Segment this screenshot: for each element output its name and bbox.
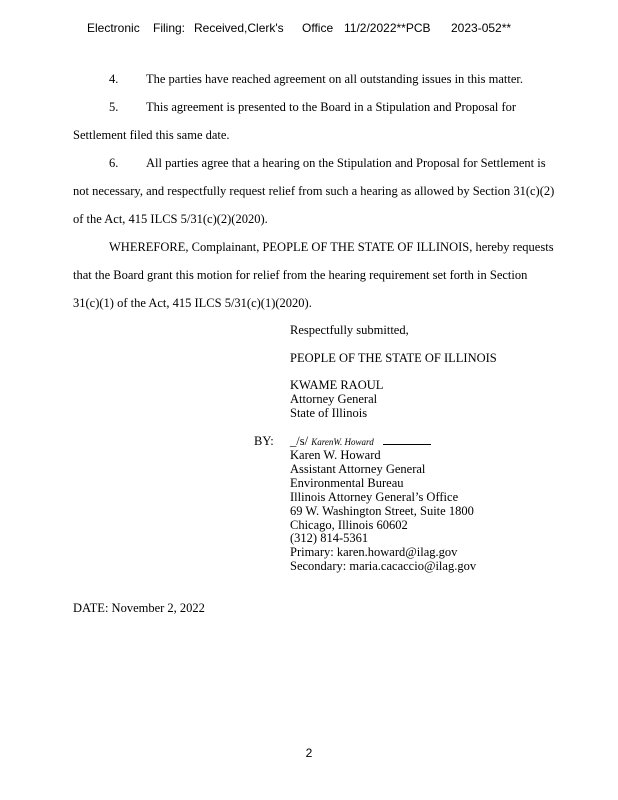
signer-phone: (312) 814-5361 [290, 531, 369, 545]
signer-primary-email: Primary: karen.howard@ilag.gov [290, 545, 458, 559]
paragraph-6-line-2: not necessary, and respectfully request relief from such a hearing as allowed by Section 31(c)(2) [73, 184, 555, 198]
header-received: Received,Clerk's [194, 21, 284, 35]
wherefore-line-1: WHEREFORE, Complainant, PEOPLE OF THE STATE OF ILLINOIS, hereby requests [109, 240, 554, 254]
paragraph-6-number: 6. [109, 156, 119, 170]
paragraph-5-number: 5. [109, 100, 119, 114]
wherefore-line-3: 31(c)(1) of the Act, 415 ILCS 5/31(c)(1)(2020). [73, 296, 312, 310]
signer-title: Assistant Attorney General [290, 462, 426, 476]
paragraph-5-line-1: This agreement is presented to the Board in a Stipulation and Proposal for [146, 100, 517, 114]
paragraph-5-line-2: Settlement filed this same date. [73, 128, 230, 142]
signer-address: 69 W. Washington Street, Suite 1800 [290, 504, 474, 518]
handwritten-signature: KarenW. Howard [311, 437, 374, 447]
signature-line [290, 434, 431, 449]
page-number: 2 [305, 746, 313, 760]
paragraph-6-line-1: All parties agree that a hearing on the Stipulation and Proposal for Settlement is [146, 156, 546, 170]
paragraph-4-number: 4. [109, 72, 119, 86]
attorney-general-title: Attorney General [290, 392, 378, 406]
signer-office: Illinois Attorney General’s Office [290, 490, 459, 504]
signature-slash-s: _/s/ [290, 434, 309, 448]
signer-name: Karen W. Howard [290, 448, 381, 462]
wherefore-line-2: that the Board grant this motion for relief from the hearing requirement set forth in Section [73, 268, 528, 282]
attorney-general-state: State of Illinois [290, 406, 368, 420]
date-line: DATE: November 2, 2022 [73, 601, 205, 615]
signer-bureau: Environmental Bureau [290, 476, 404, 490]
respectfully-submitted: Respectfully submitted, [290, 323, 409, 337]
header-case-number: 2023-052** [451, 21, 512, 35]
header-office: Office [302, 21, 334, 35]
paragraph-6-line-3: of the Act, 415 ILCS 5/31(c)(2)(2020). [73, 212, 268, 226]
header-electronic: Electronic [87, 21, 140, 35]
signer-city: Chicago, Illinois 60602 [290, 518, 408, 532]
attorney-general-name: KWAME RAOUL [290, 378, 384, 392]
paragraph-4-text: The parties have reached agreement on all outstanding issues in this matter. [146, 72, 523, 86]
signature-underline [383, 434, 431, 445]
header-filing: Filing: [153, 21, 186, 35]
signer-secondary-email: Secondary: maria.cacaccio@ilag.gov [290, 559, 477, 573]
header-date-code: 11/2/2022**PCB [344, 21, 431, 35]
people-of-illinois: PEOPLE OF THE STATE OF ILLINOIS [290, 351, 497, 365]
by-label: BY: [254, 434, 274, 448]
